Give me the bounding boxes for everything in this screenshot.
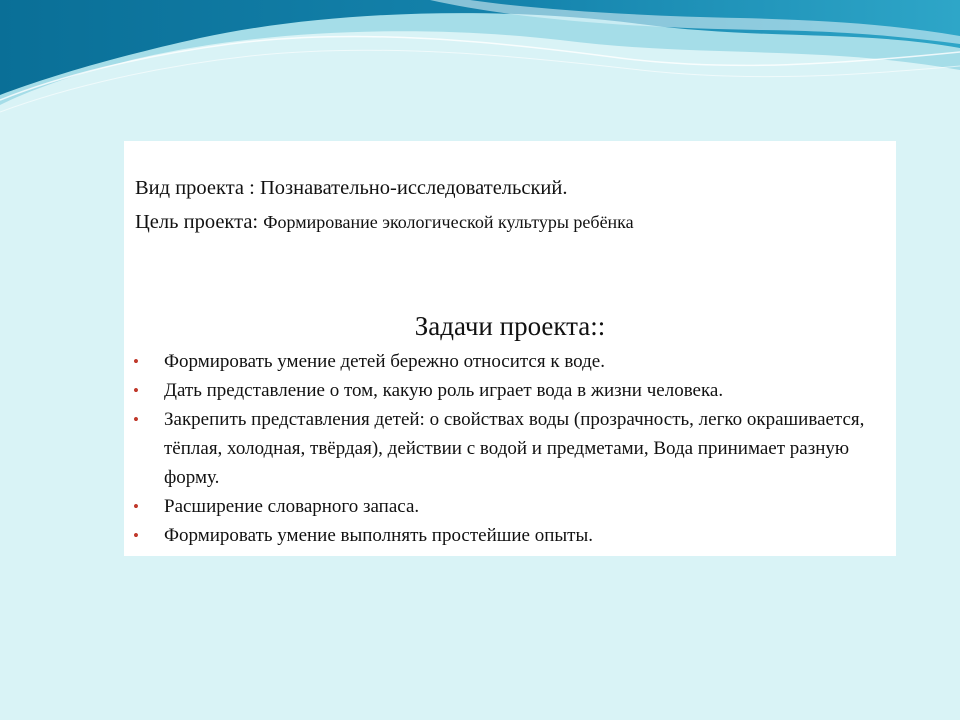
project-goal-line [135, 211, 634, 234]
goal-label: Цель проекта: [135, 211, 264, 233]
content-text-box [124, 141, 896, 556]
bullet-icon: • [133, 381, 139, 400]
bullet-icon: • [133, 497, 139, 516]
task-item [124, 521, 896, 550]
task-text: Расширение словарного запаса. [164, 496, 420, 517]
bullet-icon: • [133, 352, 139, 371]
project-type-line: Вид проекта : Познавательно-исследовательский. [135, 177, 568, 199]
task-item [124, 492, 896, 521]
task-text: Формировать умение выполнять простейшие опыты. [164, 525, 593, 546]
bullet-icon: • [133, 526, 139, 545]
task-item [124, 405, 896, 492]
tasks-heading: Задачи проекта:: [414, 311, 606, 341]
wave-header-decoration [0, 0, 960, 130]
task-item [124, 347, 896, 376]
task-item [124, 376, 896, 405]
bullet-icon: • [133, 410, 139, 429]
wave-white-line-2 [0, 50, 960, 112]
task-text: Закрепить представления детей: о свойствах воды (прозрачность, легко окрашивается, тёплая, холодная, твёрдая), действии с водой и предметами, Вода принимает разную форму. [164, 409, 865, 488]
goal-value: Формирование экологической культуры ребёнка [263, 212, 634, 232]
tasks-list [124, 347, 896, 550]
task-text: Дать представление о том, какую роль играет вода в жизни человека. [164, 380, 724, 401]
task-text: Формировать умение детей бережно относится к воде. [164, 351, 605, 372]
